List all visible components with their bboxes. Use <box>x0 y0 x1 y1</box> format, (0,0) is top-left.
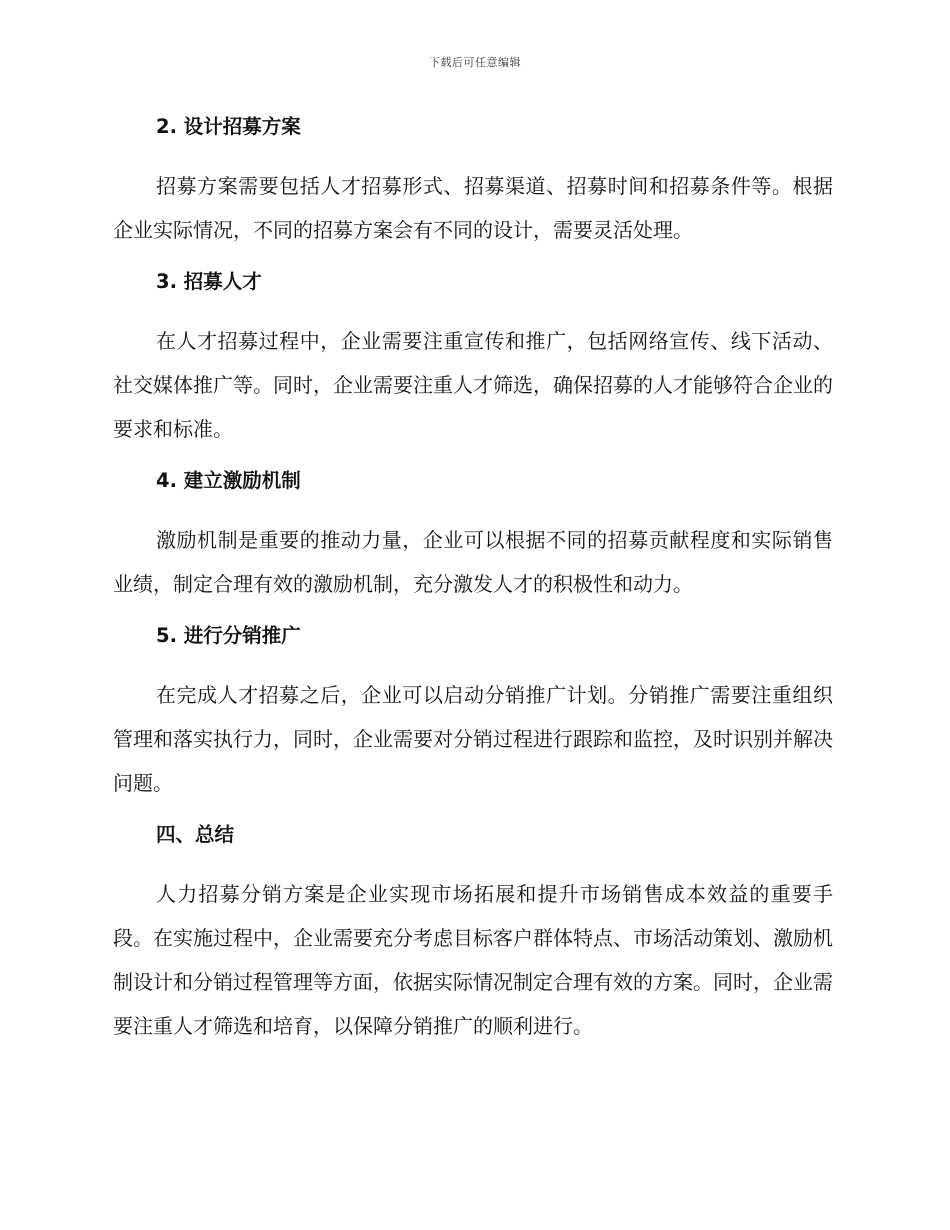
document-body <box>113 112 833 1063</box>
section-heading-summary: 四、总结 <box>156 823 235 846</box>
section-paragraph-incentive: 激励机制是重要的推动力量，企业可以根据不同的招募贡献程度和实际销售业绩，制定合理有效的激励机制，充分激发人才的积极性和动力。 <box>113 528 833 596</box>
section-heading-recruit-talent: 3. 招募人才 <box>156 270 262 293</box>
section-paragraph-recruit-talent: 在人才招募过程中，企业需要注重宣传和推广，包括网络宣传、线下活动、社交媒体推广等。同时，企业需要注重人才筛选，确保招募的人才能够符合企业的要求和标准。 <box>113 329 833 441</box>
section-paragraph-distribution: 在完成人才招募之后，企业可以启动分销推广计划。分销推广需要注重组织管理和落实执行力，同时，企业需要对分销过程进行跟踪和监控，及时识别并解决问题。 <box>113 683 833 795</box>
section-heading-design-plan: 2. 设计招募方案 <box>156 115 301 138</box>
page-header: 下载后可任意编辑 <box>429 56 521 69</box>
section-paragraph-design-plan: 招募方案需要包括人才招募形式、招募渠道、招募时间和招募条件等。根据企业实际情况，不同的招募方案会有不同的设计，需要灵活处理。 <box>113 174 833 242</box>
section-heading-incentive: 4. 建立激励机制 <box>156 469 301 492</box>
section-heading-distribution: 5. 进行分销推广 <box>156 624 301 647</box>
section-paragraph-summary: 人力招募分销方案是企业实现市场拓展和提升市场销售成本效益的重要手段。在实施过程中，企业需要充分考虑目标客户群体特点、市场活动策划、激励机制设计和分销过程管理等方面，依据实际情况制定合理有效的方案。同时，企业需要注重人才筛选和培育，以保障分销推广的顺利进行。 <box>113 882 833 1038</box>
